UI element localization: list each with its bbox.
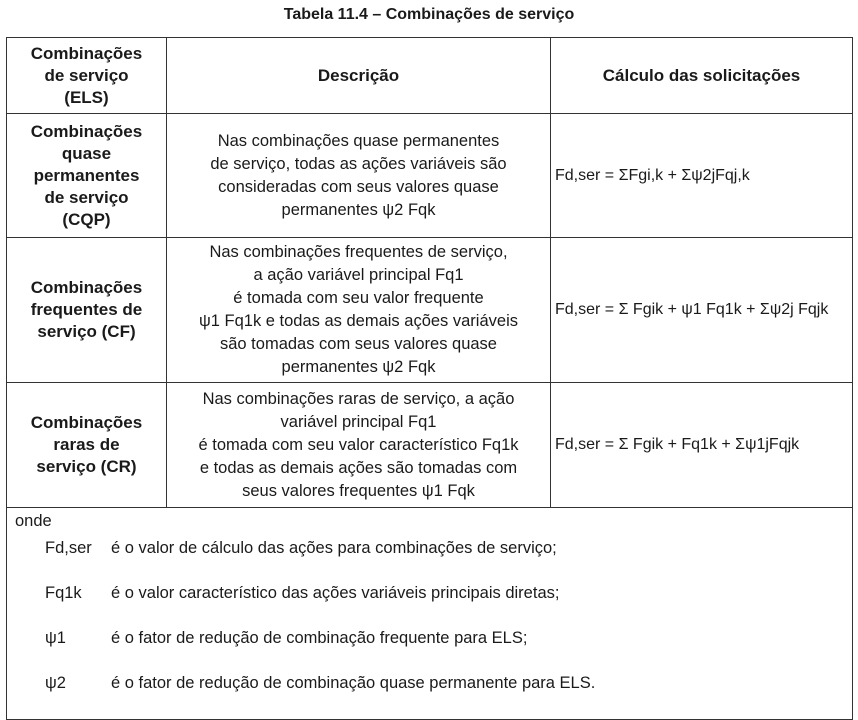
formula-text: Fd,ser = Σ Fgik + ψ1 Fq1k + Σψ2j Fqjk [555, 301, 829, 318]
desc-line: consideradas com seus valores quase [218, 177, 499, 196]
definition-item [7, 539, 852, 584]
table-row-cqp [7, 114, 853, 238]
definition-text: é o fator de redução de combinação frequente para ELS; [111, 629, 528, 647]
name-line: frequentes de [30, 300, 143, 319]
row-name [7, 238, 167, 383]
header-combination [7, 38, 167, 114]
desc-line: Nas combinações quase permanentes [217, 131, 500, 150]
service-combinations-table [6, 37, 853, 720]
table-row-cr [7, 383, 853, 508]
definition-symbol: ψ1 [45, 629, 66, 647]
table-caption: Tabela 11.4 – Combinações de serviço [283, 6, 575, 23]
desc-line: variável principal Fq1 [280, 412, 437, 431]
row-name [7, 114, 167, 238]
definition-symbol: Fq1k [45, 584, 82, 602]
desc-line: a ação variável principal Fq1 [253, 266, 464, 284]
definition-symbol: Fd,ser [45, 539, 92, 557]
name-line: Combinações [30, 278, 143, 297]
name-line: raras de [53, 435, 120, 454]
row-description [167, 238, 551, 383]
formula-text: Fd,ser = Σ Fgik + Fq1k + Σψ1jFqjk [555, 436, 800, 453]
name-line: Combinações [30, 121, 143, 141]
definition-text: é o valor característico das ações variáveis principais diretas; [111, 584, 560, 602]
header-line: (ELS) [64, 87, 109, 107]
definition-item [7, 584, 852, 629]
formula-text: Fd,ser = ΣFgi,k + Σψ2jFqj,k [555, 166, 750, 184]
definition-symbol: ψ2 [45, 674, 66, 692]
row-formula [551, 114, 853, 238]
name-line: serviço (CF) [37, 322, 136, 341]
name-line: serviço (CR) [36, 457, 137, 476]
desc-line: Nas combinações frequentes de serviço, [209, 243, 508, 261]
name-line: permanentes [33, 165, 140, 185]
row-formula [551, 383, 853, 508]
desc-line: é tomada com seu valor frequente [233, 289, 484, 307]
name-line: Combinações [30, 413, 143, 432]
desc-line: seus valores frequentes ψ1 Fqk [242, 481, 475, 500]
definition-item [7, 674, 852, 719]
definition-text: é o valor de cálculo das ações para combinações de serviço; [111, 539, 557, 557]
name-line: quase [61, 143, 112, 163]
header-row [7, 38, 853, 114]
desc-line: Nas combinações raras de serviço, a ação [202, 389, 515, 408]
row-formula [551, 238, 853, 383]
desc-line: permanentes ψ2 Fqk [281, 200, 436, 219]
definition-text: é o fator de redução de combinação quase permanente para ELS. [111, 674, 596, 692]
legend-cell [7, 508, 853, 720]
row-name [7, 383, 167, 508]
desc-line: permanentes ψ2 Fqk [281, 358, 436, 376]
row-description [167, 114, 551, 238]
footer-row [7, 508, 853, 720]
desc-line: e todas as demais ações são tomadas com [199, 458, 518, 477]
desc-line: é tomada com seu valor característico Fq1k [198, 435, 519, 454]
name-line: (CQP) [62, 209, 111, 229]
definitions-list [7, 539, 852, 719]
legend-intro: onde [15, 512, 52, 530]
desc-line: são tomadas com seus valores quase [220, 335, 497, 353]
header-line: Combinações [30, 43, 143, 63]
table-row-cf [7, 238, 853, 383]
header-line: de serviço [44, 65, 129, 85]
desc-line: de serviço, todas as ações variáveis são [210, 154, 507, 173]
header-description: Descrição [167, 38, 551, 114]
row-description [167, 383, 551, 508]
name-line: de serviço [44, 187, 129, 207]
header-calculation: Cálculo das solicitações [551, 38, 853, 114]
definition-item [7, 629, 852, 674]
desc-line: ψ1 Fq1k e todas as demais ações variáveis [198, 312, 518, 330]
